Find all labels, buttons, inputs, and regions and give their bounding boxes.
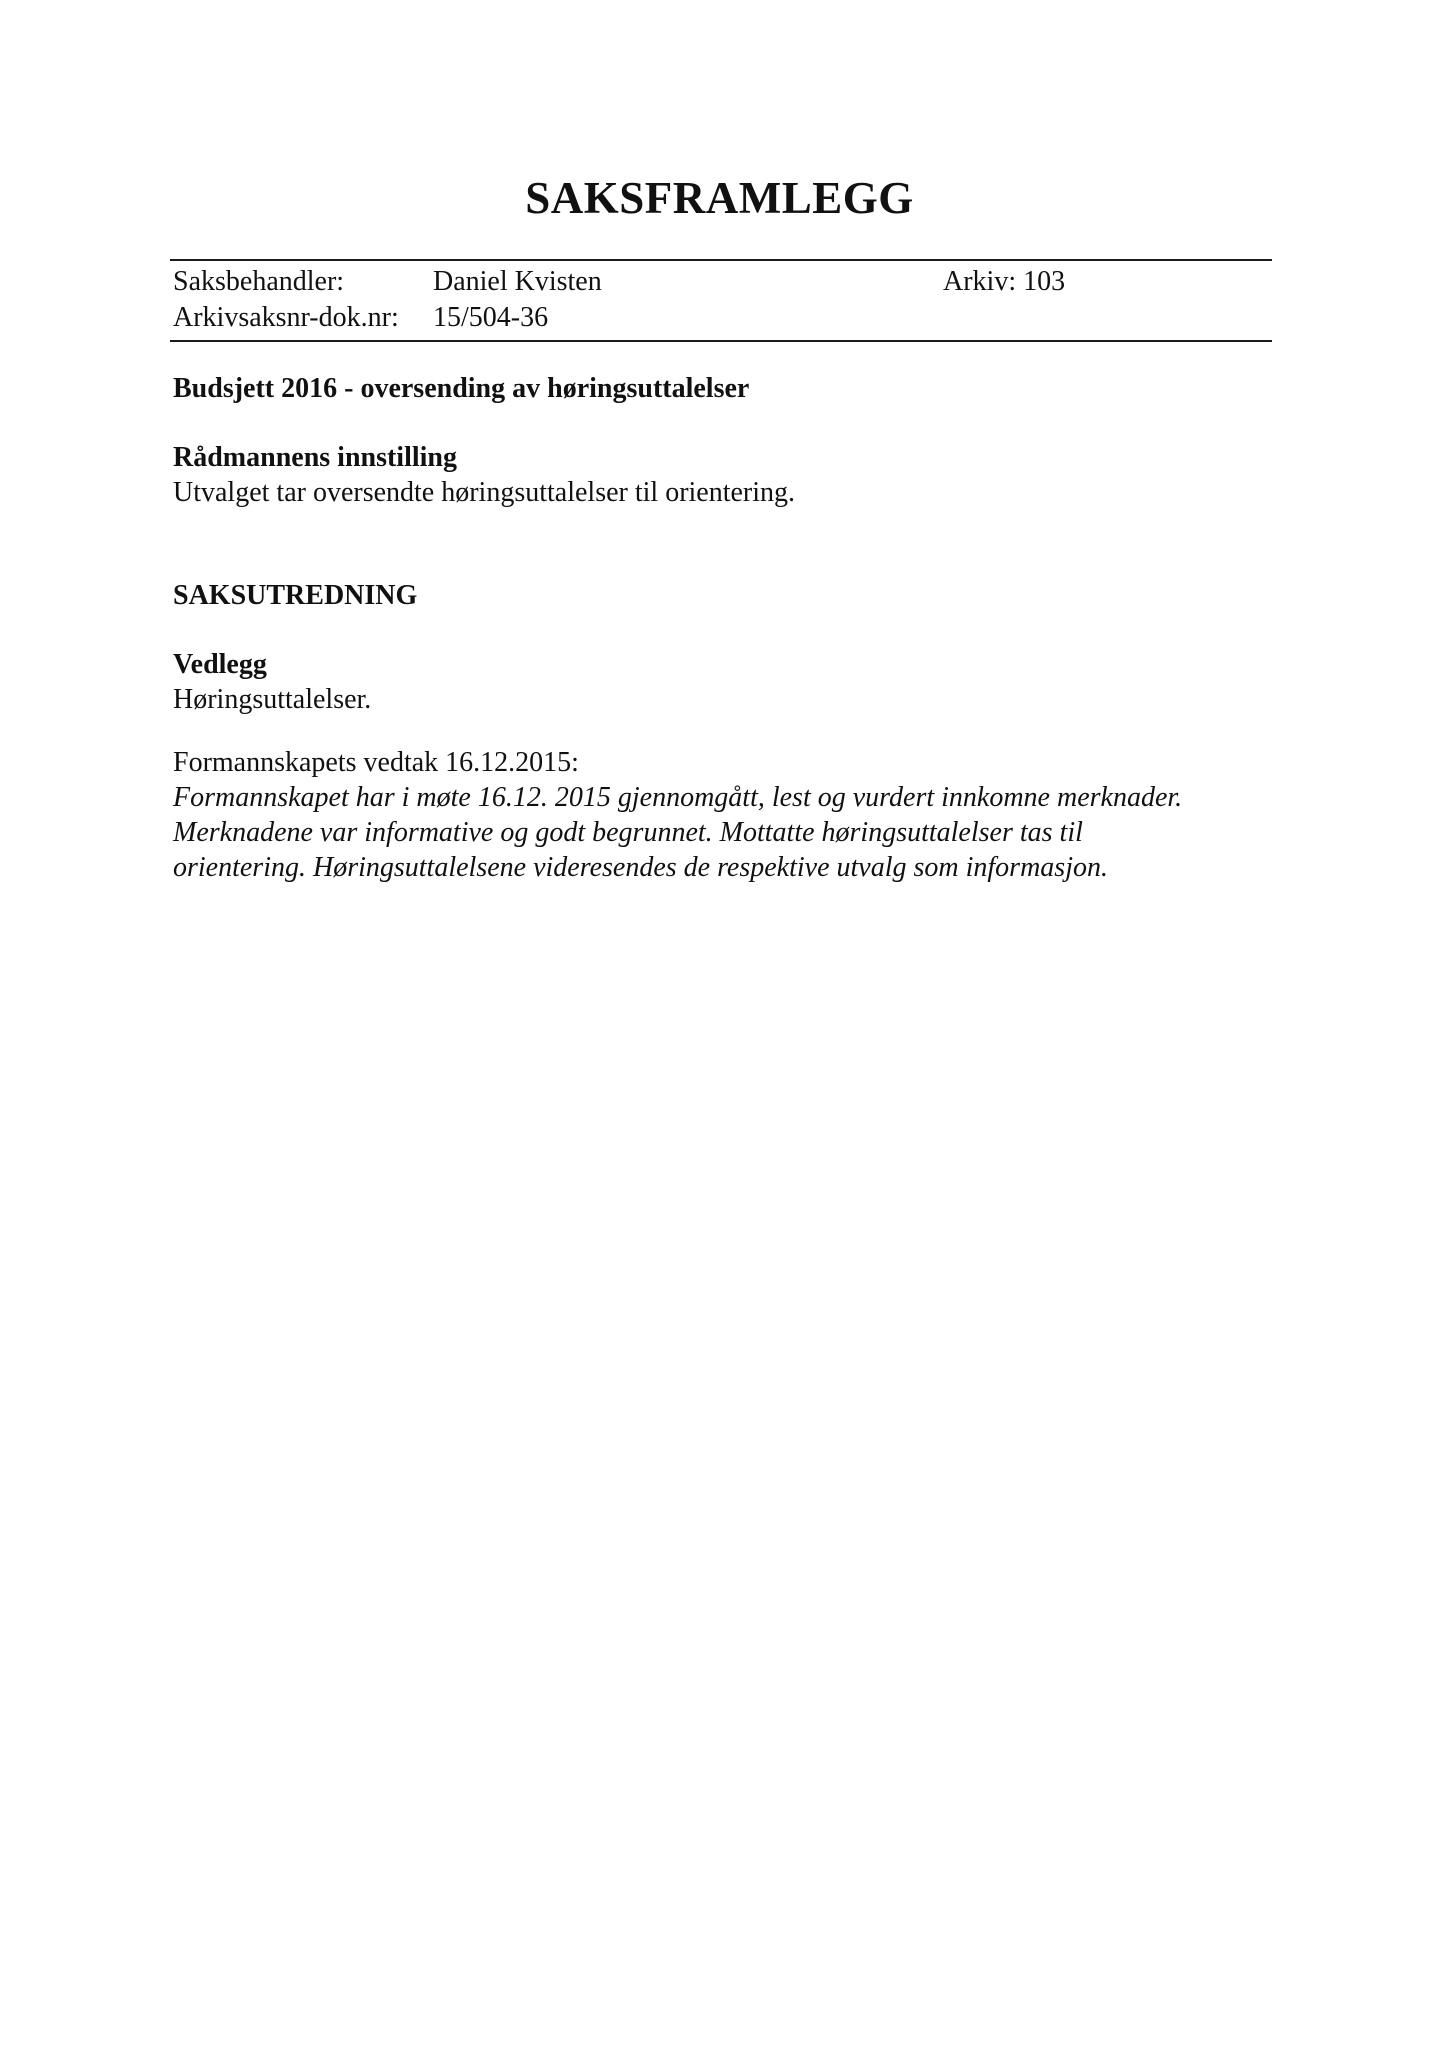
- decision-text: [173, 780, 1293, 885]
- decision-line: orientering. Høringsuttalelsene videresendes de respektive utvalg som informasjon.: [173, 852, 1108, 883]
- document-title: SAKSFRAMLEGG: [525, 173, 914, 223]
- saksutredning-heading: SAKSUTREDNING: [173, 580, 418, 611]
- recommendation-text: Utvalget tar oversendte høringsuttalelser til orientering.: [173, 477, 796, 508]
- attachments-heading: Vedlegg: [173, 649, 267, 680]
- decision-line: Formannskapet har i møte 16.12. 2015 gjennomgått, lest og vurdert innkomne merknader.: [173, 782, 1183, 813]
- attachments-text: Høringsuttalelser.: [173, 684, 372, 715]
- attachments-section: [173, 647, 371, 717]
- recommendation-heading: Rådmannens innstilling: [173, 442, 457, 473]
- decision-intro: Formannskapets vedtak 16.12.2015:: [173, 747, 579, 778]
- recommendation-section: [173, 440, 795, 510]
- archive-code: Arkiv: 103: [943, 266, 1066, 297]
- meta-row-handler: [170, 264, 1272, 300]
- archive-case-number-label: Arkivsaksnr-dok.nr:: [173, 302, 399, 333]
- decision-line: Merknadene var informative og godt begrunnet. Mottatte høringsuttalelser tas til: [173, 817, 1083, 848]
- archive-case-number-value: 15/504-36: [433, 302, 549, 333]
- case-metadata: [170, 259, 1272, 342]
- meta-row-archive: [170, 300, 1272, 336]
- case-handler-value: Daniel Kvisten: [433, 266, 602, 297]
- case-handler-label: Saksbehandler:: [173, 266, 345, 297]
- case-title: Budsjett 2016 - oversending av høringsuttalelser: [173, 373, 750, 404]
- decision-section: [173, 745, 1293, 885]
